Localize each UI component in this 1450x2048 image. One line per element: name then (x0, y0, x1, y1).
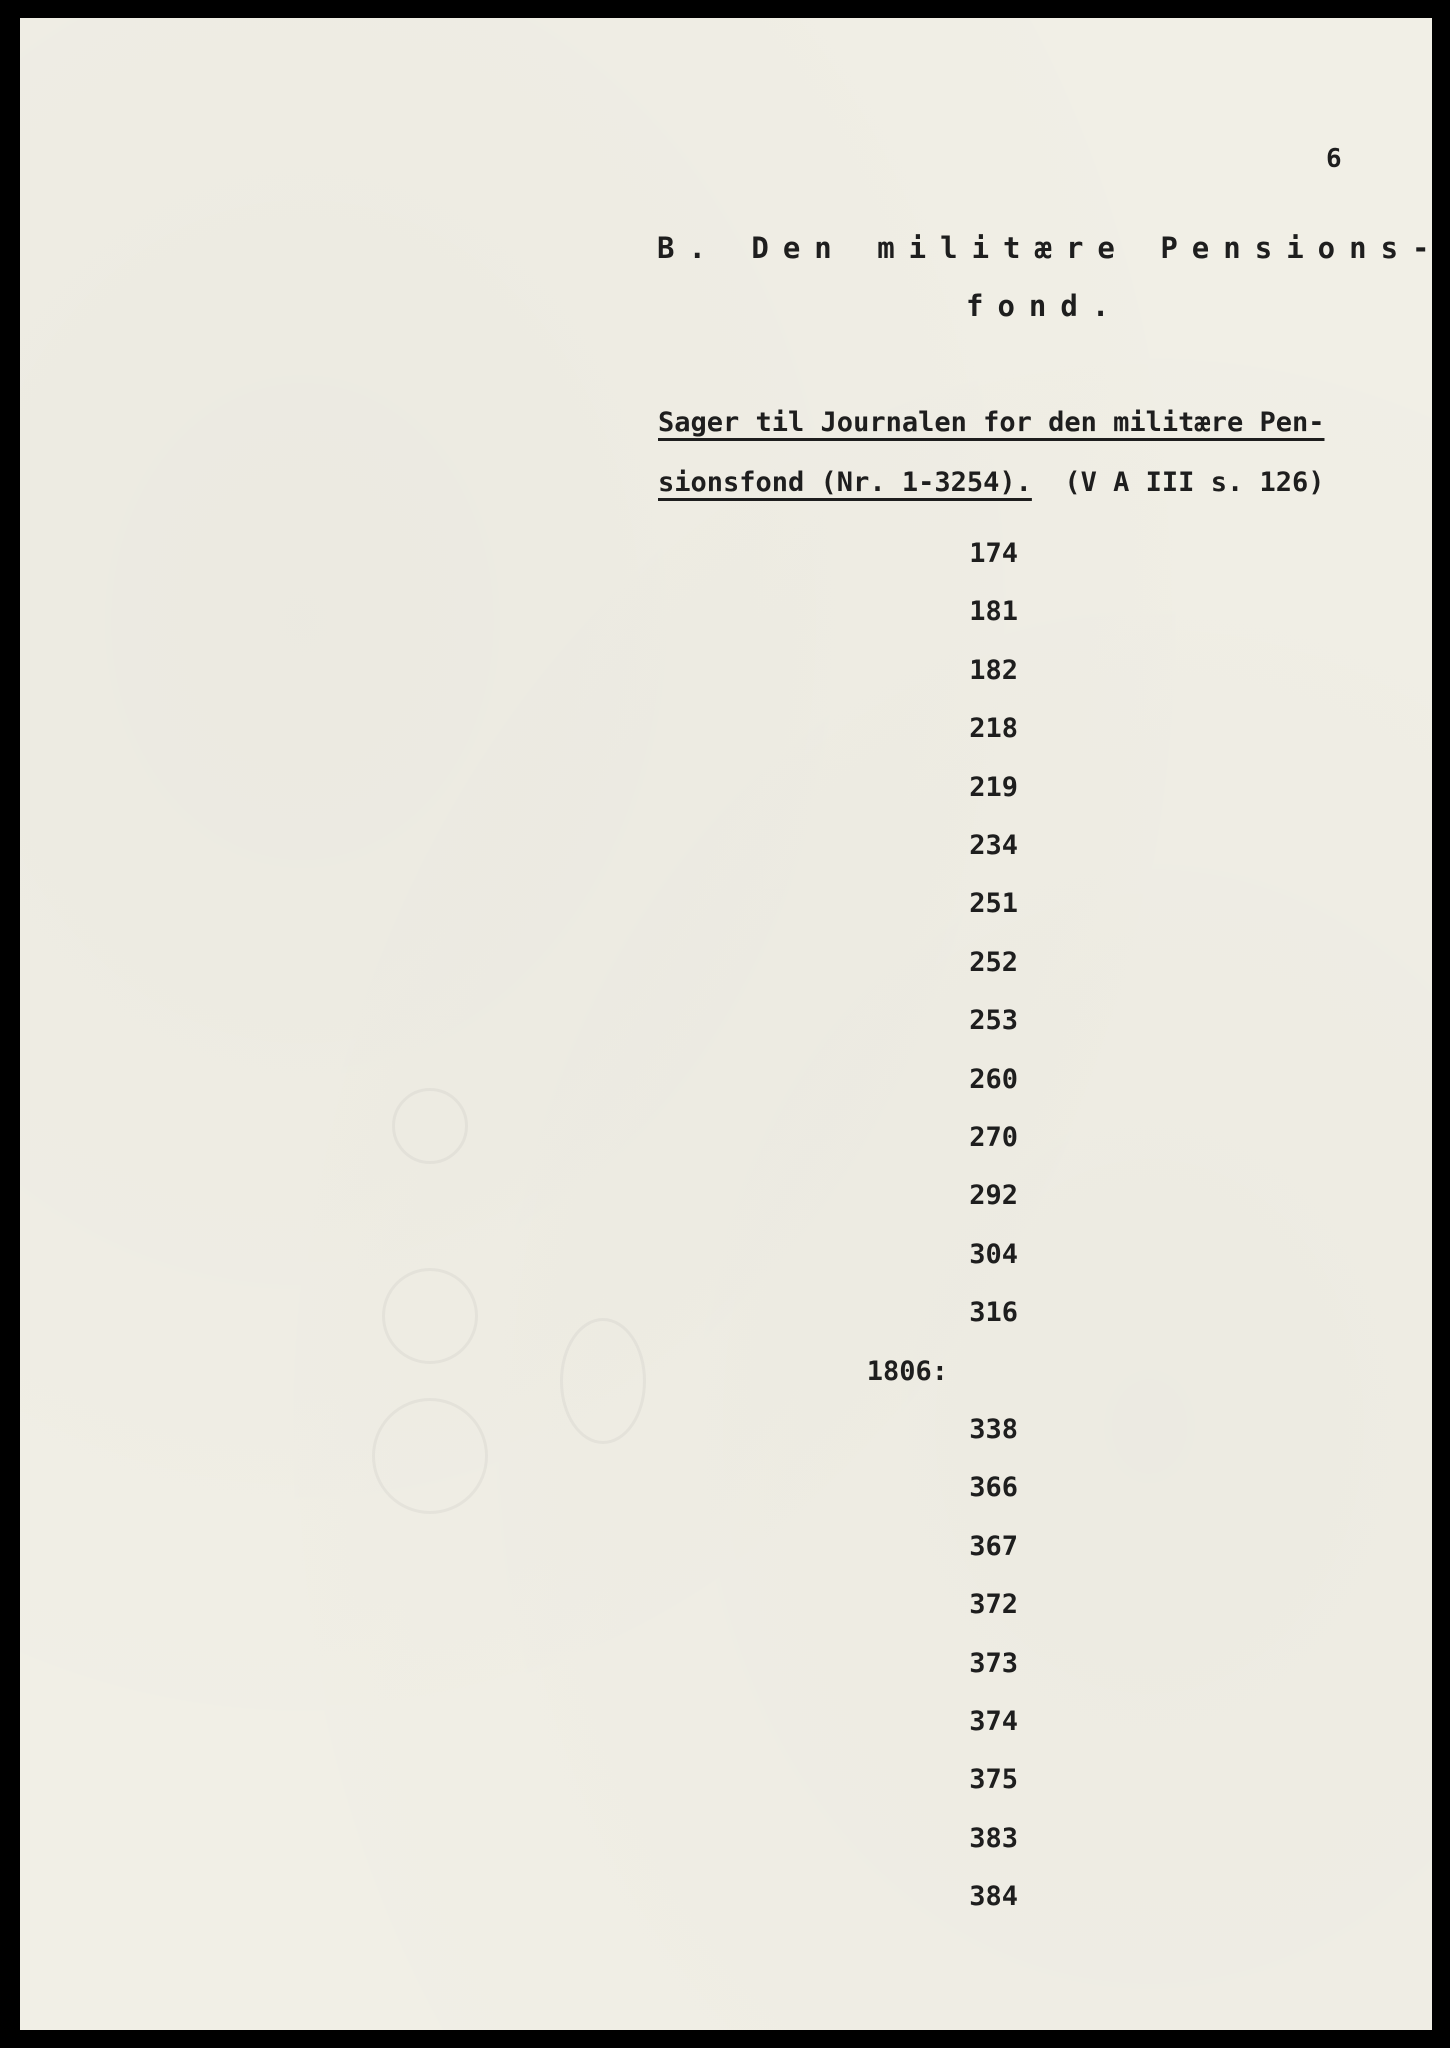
subheading-fund-range: sionsfond (Nr. 1-3254). (658, 467, 1032, 498)
subheading-line1: Sager til Journalen for den militære Pen- (658, 407, 1325, 438)
case-number: 260 (969, 1064, 1018, 1095)
case-number: 252 (969, 947, 1018, 978)
case-number: 251 (969, 888, 1018, 919)
right-number-column (20, 18, 1235, 2030)
case-number: 218 (969, 713, 1018, 744)
case-number: 373 (969, 1648, 1018, 1679)
document-page (20, 18, 1444, 2030)
year-heading: 1806: (866, 1356, 948, 1387)
case-number: 372 (969, 1589, 1018, 1620)
section-heading-line1: B. Den militære Pensions- (657, 231, 1444, 265)
case-number: 374 (969, 1706, 1018, 1737)
case-number: 174 (969, 538, 1018, 569)
case-number: 219 (969, 772, 1018, 803)
case-number: 367 (969, 1531, 1018, 1562)
case-number: 181 (969, 596, 1018, 627)
page-number: 6 (1326, 144, 1342, 174)
case-number: 338 (969, 1414, 1018, 1445)
case-number: 234 (969, 830, 1018, 861)
case-number: 182 (969, 655, 1018, 686)
case-number: 366 (969, 1472, 1018, 1503)
case-number: 292 (969, 1180, 1018, 1211)
section-heading-line2: fond. (966, 289, 1124, 323)
case-number: 384 (969, 1881, 1018, 1912)
case-number: 270 (969, 1122, 1018, 1153)
subheading-reference: (V A III s. 126) (1064, 467, 1325, 498)
case-number: 383 (969, 1823, 1018, 1854)
case-number: 304 (969, 1239, 1018, 1270)
case-number: 316 (969, 1297, 1018, 1328)
case-number: 253 (969, 1005, 1018, 1036)
case-number: 375 (969, 1764, 1018, 1795)
